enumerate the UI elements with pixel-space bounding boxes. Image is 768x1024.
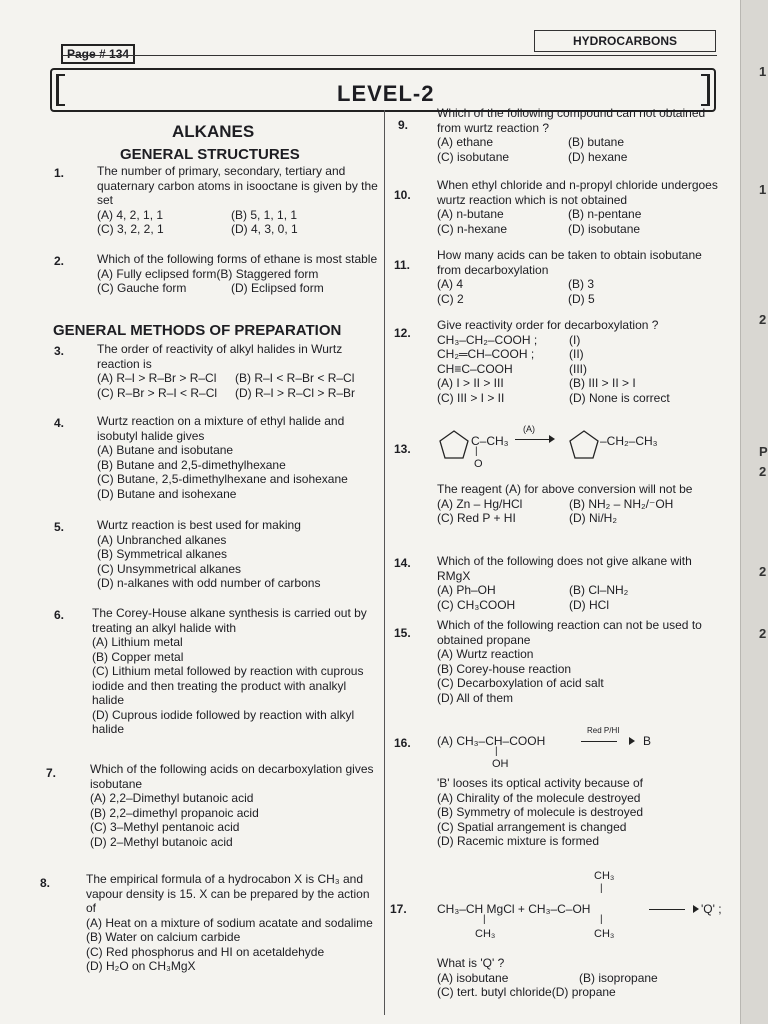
option-b: (B) 2,2–dimethyl propanoic acid (90, 805, 259, 820)
question-text: 'B' looses its optical activity because of (437, 776, 644, 790)
subheading-structures: GENERAL STRUCTURES (120, 146, 300, 163)
page-number-label: Page # 134 (61, 44, 135, 64)
question-4 (97, 414, 380, 501)
option-c: (C) Red phosphorus and HI on acetaldehyde (86, 944, 325, 959)
methyl-top: CH₃ (594, 870, 615, 882)
option-d: (D) n-alkanes with odd number of carbons (97, 576, 321, 590)
option-d: (D) Ni/H₂ (569, 511, 617, 525)
question-number: 17. (390, 902, 407, 916)
option-c: (C) 2 (437, 291, 464, 306)
reaction-scheme-13: C–CH₃ | O (A) –CH₂–CH₃ (437, 424, 719, 480)
option-d: (D) Eclipsed form (231, 281, 324, 295)
option-c: (C) n-hexane (437, 221, 508, 236)
option-c: (C) Gauche form (97, 281, 187, 295)
question-text: When ethyl chloride and n-propyl chloride undergoes wurtz reaction which is not obtained (437, 178, 718, 207)
option-a: (A) Unbranched alkanes (97, 532, 227, 547)
column-divider (384, 110, 385, 1015)
question-text: The order of reactivity of alkyl halides in Wurtz reaction is (97, 342, 343, 371)
question-text: Give reactivity order for decarboxylation ? (437, 318, 659, 332)
question-text: The Corey-House alkane synthesis is carried out by treating an alkyl halide with (92, 606, 367, 635)
question-number: 2. (54, 254, 65, 268)
bracket-right (701, 74, 710, 106)
option-d: (D) propane (551, 985, 616, 999)
option-b: (B) Corey-house reaction (437, 661, 572, 676)
question-number: 12. (394, 326, 411, 340)
reagent-label: Red P/HI (587, 726, 620, 735)
option-b: (B) III > II > I (569, 376, 636, 390)
roman-two: (II) (569, 347, 584, 361)
question-1 (97, 164, 380, 237)
bracket-left (56, 74, 65, 106)
question-13 (437, 482, 719, 526)
option-d: (D) isobutane (568, 221, 641, 236)
question-number: 14. (394, 556, 411, 570)
edge-mark: 2 (759, 626, 767, 641)
section-heading-preparation: GENERAL METHODS OF PREPARATION (53, 322, 342, 339)
question-3 (97, 342, 380, 400)
option-b: (B) isopropane (579, 970, 658, 985)
header-rule (62, 55, 717, 56)
question-2 (97, 252, 380, 296)
edge-mark: 2 (759, 564, 767, 579)
lactic-acid-formula: (A) CH₃–CH–COOH (437, 734, 546, 748)
reaction-scheme-17: CH₃ | CH₃–CH MgCl + CH₃–C–OH | | CH₃ CH₃ 'Q' ; (437, 870, 722, 940)
option-d: (D) Cuprous iodide followed by reaction with alkyl halide (92, 707, 355, 736)
option-b: (B) Cl–NH₂ (569, 583, 629, 597)
question-number: 8. (40, 876, 51, 890)
question-text: How many acids can be taken to obtain isobutane from decarboxylation (437, 248, 702, 277)
option-a: (A) Ph–OH (437, 583, 496, 597)
option-d: (D) 2–Methyl butanoic acid (90, 834, 233, 849)
question-number: 11. (394, 258, 411, 272)
question-12 (437, 318, 719, 405)
option-a: (A) 4, 2, 1, 1 (97, 207, 164, 222)
question-text: Which of the following forms of ethane is most stable (97, 252, 378, 266)
carbonyl-oxygen: O (474, 458, 483, 470)
question-text: The reagent (A) for above conversion will not be (437, 482, 693, 496)
option-c: (C) Decarboxylation of acid salt (437, 676, 604, 690)
question-10 (437, 178, 719, 236)
acetyl-group: C–CH₃ (471, 434, 509, 448)
level-title: LEVEL-2 (337, 81, 435, 106)
question-text: The number of primary, secondary, tertiary and quaternary carbon atoms in isooctane is given by the set (97, 164, 378, 207)
topic-title: HYDROCARBONS (534, 30, 716, 52)
question-text: Which of the following reaction can not be used to obtained propane (437, 618, 702, 647)
edge-mark: 2 (759, 312, 767, 327)
edge-mark: P (759, 444, 768, 459)
question-11 (437, 248, 719, 306)
edge-mark: 1 (759, 182, 767, 197)
option-b: (B) Symmetrical alkanes (97, 547, 228, 561)
option-d: (D) HCl (569, 597, 609, 612)
roman-three: (III) (569, 361, 587, 376)
option-b: (B) Copper metal (92, 649, 184, 664)
product-b: B (643, 734, 652, 748)
ethyl-group: –CH₂–CH₃ (600, 434, 658, 448)
reactants-formula: CH₃–CH MgCl + CH₃–C–OH (437, 902, 591, 916)
question-number: 4. (54, 416, 65, 430)
question-7 (90, 762, 380, 849)
option-b: (B) Butane and 2,5-dimethylhexane (97, 457, 286, 472)
question-number: 6. (54, 608, 65, 622)
option-a: (A) Wurtz reaction (437, 647, 534, 661)
question-number: 16. (394, 736, 411, 750)
option-a: (A) Zn – Hg/HCl (437, 496, 523, 511)
option-d: (D) hexane (568, 149, 628, 164)
option-b: (B) 3 (568, 277, 595, 291)
option-a: (A) Lithium metal (92, 635, 183, 649)
option-a: (A) R–I > R–Br > R–Cl (97, 371, 217, 385)
methyl-left: CH₃ (475, 928, 496, 940)
question-number: 1. (54, 166, 65, 180)
option-a: (A) 4 (437, 277, 464, 291)
question-6 (92, 606, 380, 737)
product-q: 'Q' ; (701, 902, 722, 916)
section-heading-alkanes: ALKANES (172, 122, 255, 141)
cyclopentane-ring-icon (437, 428, 471, 462)
question-text: What is 'Q' ? (437, 956, 505, 970)
question-15 (437, 618, 719, 705)
option-b: (B) NH₂ – NH₂/⁻OH (569, 496, 674, 511)
option-b: (B) Staggered form (216, 266, 319, 281)
option-b: (B) Water on calcium carbide (86, 930, 241, 944)
reaction-arrow (581, 736, 635, 746)
methyl-bottom: CH₃ (594, 928, 615, 940)
option-c: (C) III > I > II (437, 390, 505, 405)
option-b: (B) 5, 1, 1, 1 (231, 207, 298, 222)
question-text: The empirical formula of a hydrocabon X is CH₃ and vapour density is 15. X can be prepared by the action of (86, 872, 370, 915)
question-17 (437, 956, 719, 1000)
question-text: Which of the following does not give alkane with RMgX (437, 554, 692, 583)
option-b: (B) butane (568, 135, 625, 149)
option-a: (A) 2,2–Dimethyl butanoic acid (90, 791, 254, 805)
option-d: (D) Butane and isohexane (97, 486, 237, 501)
option-a: (A) ethane (437, 135, 494, 149)
question-5 (97, 518, 380, 591)
option-c: (C) Spatial arrangement is changed (437, 819, 627, 834)
option-a: (A) Butane and isobutane (97, 443, 234, 457)
question-text: Which of the following acids on decarboxylation gives isobutane (90, 762, 374, 791)
question-14 (437, 554, 719, 612)
reaction-arrow (649, 904, 699, 914)
option-d: (D) 5 (568, 291, 595, 306)
option-d: (D) 4, 3, 0, 1 (231, 222, 298, 236)
question-number: 3. (54, 344, 65, 358)
option-a: (A) Chirality of the molecule destroyed (437, 790, 641, 805)
question-text: Wurtz reaction is best used for making (97, 518, 301, 532)
option-b: (B) Symmetry of molecule is destroyed (437, 805, 644, 819)
option-a: (A) I > II > III (437, 376, 504, 390)
question-number: 7. (46, 766, 57, 780)
question-number: 5. (54, 520, 65, 534)
reagent-label: (A) (523, 424, 535, 434)
question-number: 15. (394, 626, 411, 640)
option-d: (D) All of them (437, 690, 514, 705)
reaction-arrow (515, 434, 555, 444)
option-d: (D) Racemic mixture is formed (437, 834, 600, 848)
option-c: (C) Butane, 2,5-dimethylhexane and isohexane (97, 472, 348, 486)
question-number: 10. (394, 188, 411, 202)
question-9 (437, 106, 719, 164)
question-text: Which of the following compound can not obtained from wurtz reaction ? (437, 106, 706, 135)
option-c: (C) tert. butyl chloride (437, 985, 552, 999)
option-b: (B) R–I < R–Br < R–Cl (235, 371, 355, 385)
option-b: (B) n-pentane (568, 207, 642, 221)
option-c: (C) 3–Methyl pentanoic acid (90, 820, 240, 834)
reaction-scheme-16: (A) CH₃–CH–COOH | OH Red P/HI B (437, 726, 652, 770)
question-8 (86, 872, 380, 974)
option-a: (A) Fully eclipsed form (97, 266, 217, 281)
option-c: (C) Lithium metal followed by reaction with cuprous iodide and then treating the product with analkyl halide (92, 664, 364, 707)
formula-propanoic: CH₃–CH₂–COOH ; (437, 332, 538, 347)
edge-mark: 1 (759, 64, 767, 79)
option-a: (A) n-butane (437, 207, 504, 221)
option-d: (D) None is correct (569, 390, 670, 405)
question-number: 9. (398, 118, 409, 132)
formula-acrylic: CH₂═CH–COOH ; (437, 347, 535, 361)
roman-one: (I) (569, 332, 581, 347)
formula-propiolic: CH≡C–COOH (437, 361, 513, 376)
option-c: (C) Red P + HI (437, 511, 516, 525)
question-text: Wurtz reaction on a mixture of ethyl halide and isobutyl halide gives (97, 414, 345, 443)
option-c: (C) Unsymmetrical alkanes (97, 561, 242, 576)
option-c: (C) 3, 2, 2, 1 (97, 222, 164, 236)
option-d: (D) R–I > R–Cl > R–Br (235, 385, 356, 400)
edge-mark: 2 (759, 464, 767, 479)
option-c: (C) isobutane (437, 149, 510, 164)
question-number: 13. (394, 442, 411, 456)
adjacent-page-edge (740, 0, 768, 1024)
question-16 (437, 776, 719, 849)
cyclopentane-ring-icon (567, 428, 601, 462)
hydroxyl-label: OH (492, 758, 509, 770)
option-a: (A) Heat on a mixture of sodium acatate and sodalime (86, 915, 373, 930)
option-d: (D) H₂O on CH₃MgX (86, 959, 196, 973)
option-c: (C) R–Br > R–I < R–Cl (97, 385, 218, 400)
option-a: (A) isobutane (437, 970, 509, 985)
option-c: (C) CH₃COOH (437, 597, 516, 612)
